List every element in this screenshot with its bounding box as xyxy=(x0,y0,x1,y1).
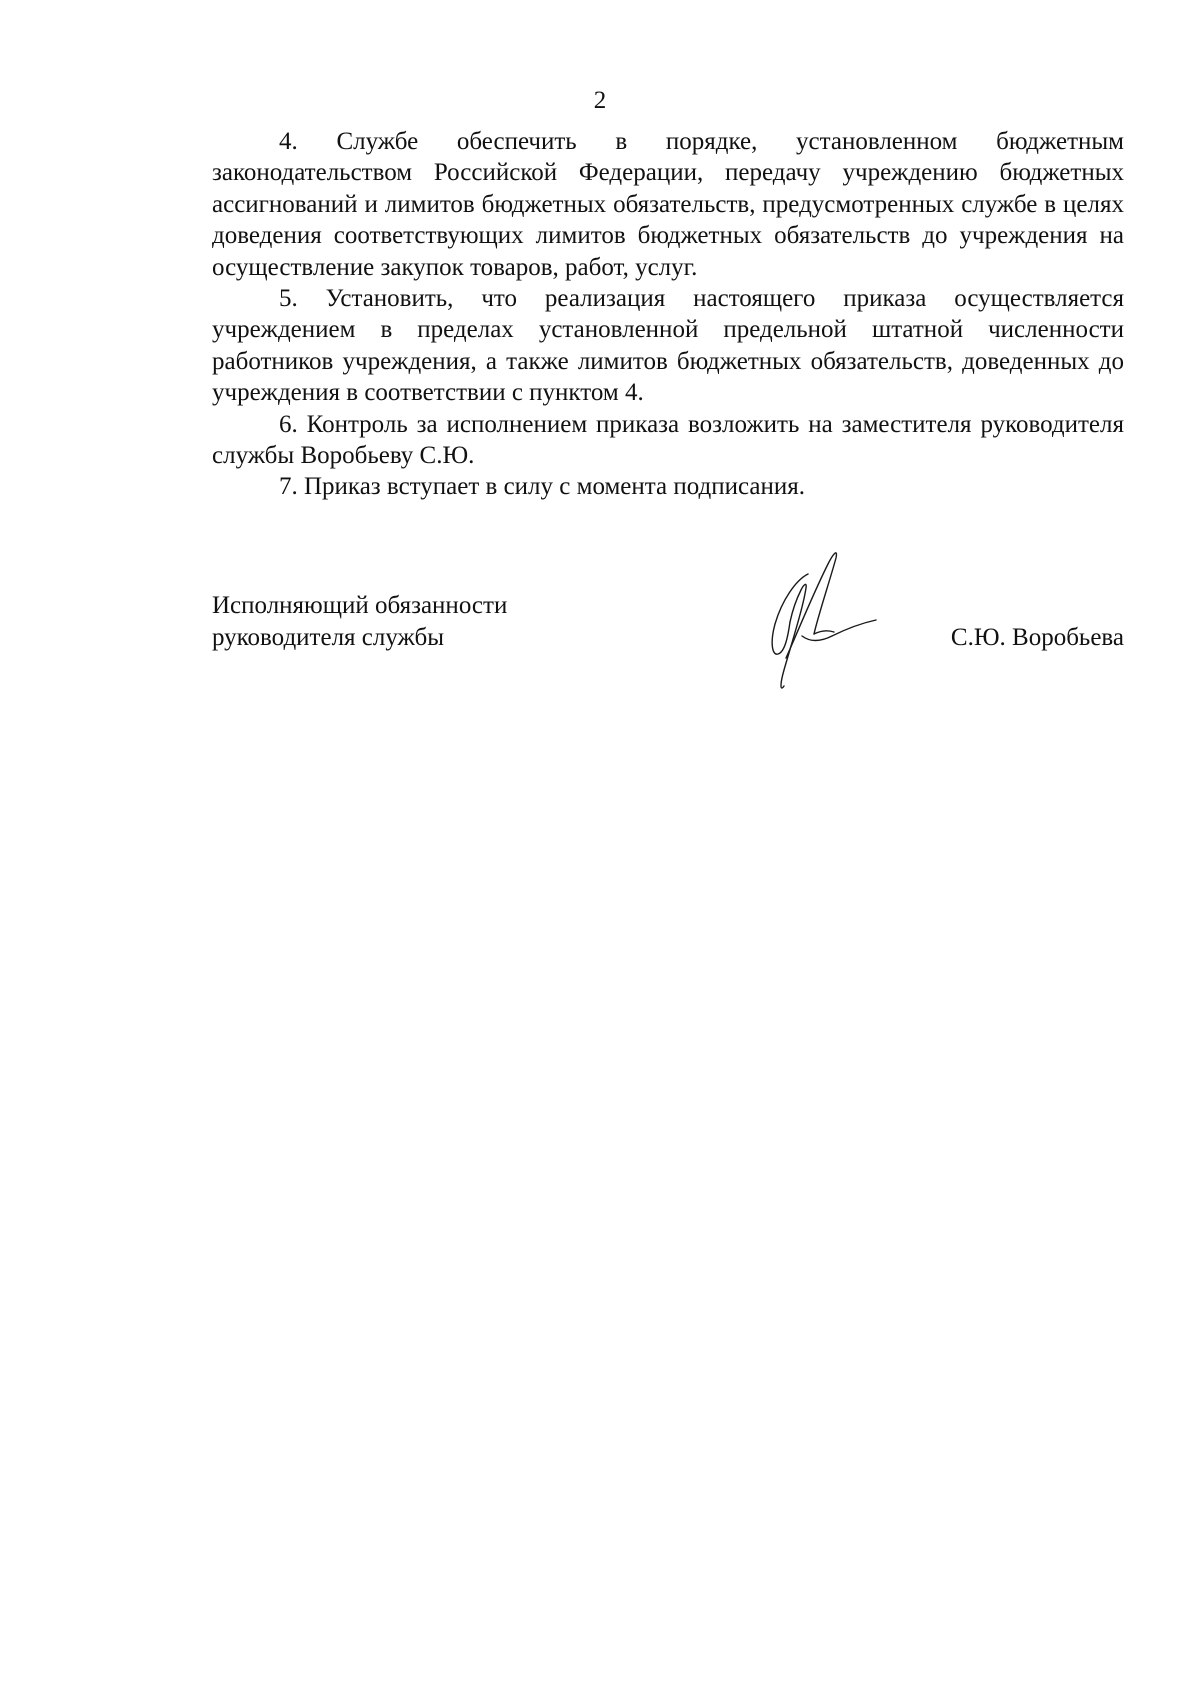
paragraph-5: 5. Установить, что реализация настоящего приказа осуществляется учреждением в пределах установленной предельной штатной численности работников учреждения, а также лимитов бюджетных обязательств, доведенных до учреждения в соответствии с пунктом 4. xyxy=(212,285,1124,407)
paragraph-4: 4. Службе обеспечить в порядке, установленном бюджетным законодательством Российской Федерации, передачу учреждению бюджетных ассигнований и лимитов бюджетных обязательств, предусмотренных службе в целях доведения соответствующих лимитов бюджетных обязательств до учреждения на осуществление закупок товаров, работ, услуг. xyxy=(212,128,1124,281)
signer-position-line-1: Исполняющий обязанности xyxy=(212,592,508,619)
handwritten-signature-icon xyxy=(730,538,890,708)
document-body xyxy=(212,126,1124,503)
page-number: 2 xyxy=(593,87,607,114)
signer-name: С.Ю. Воробьева xyxy=(950,624,1124,651)
paragraph-6: 6. Контроль за исполнением приказа возложить на заместителя руководителя службы Воробьеву С.Ю. xyxy=(212,410,1124,470)
signer-position xyxy=(212,590,632,654)
signer-position-line-2: руководителя службы xyxy=(212,624,445,651)
paragraph-7: 7. Приказ вступает в силу с момента подписания. xyxy=(279,473,805,501)
signature-block xyxy=(212,590,1124,710)
